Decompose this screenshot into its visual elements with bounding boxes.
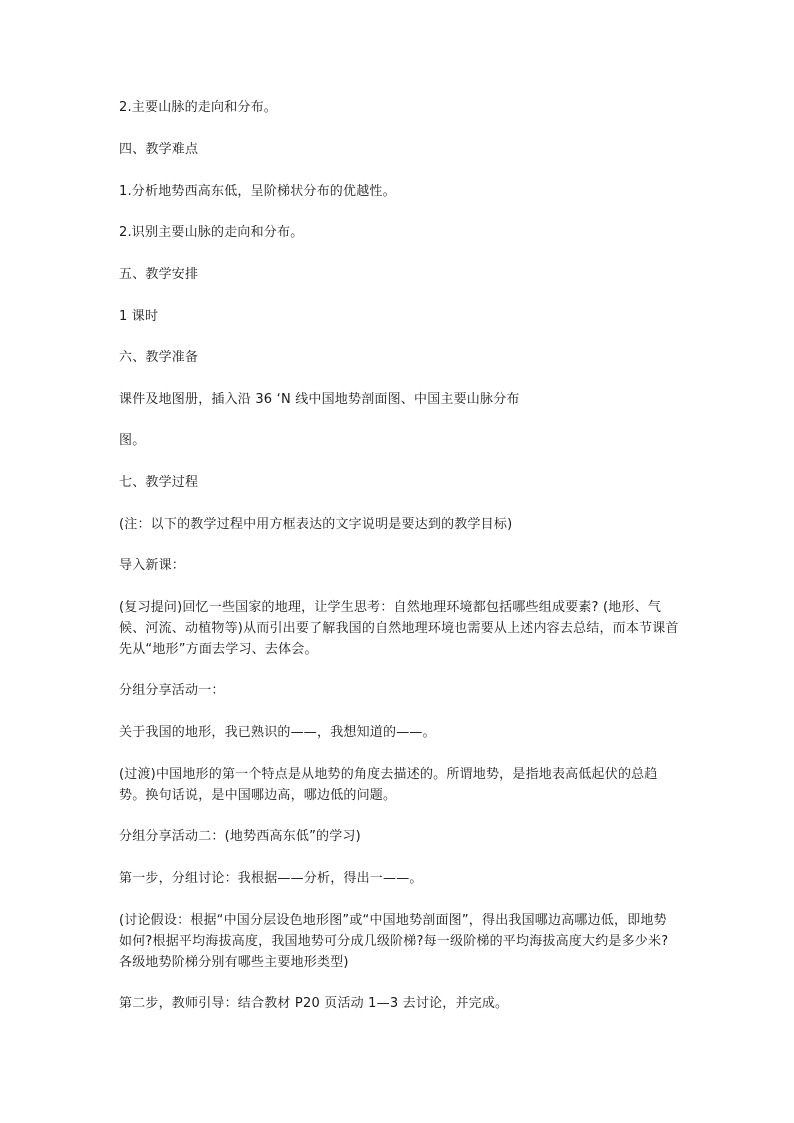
- paragraph: 第二步，教师引导：结合教材 P20 页活动 1—3 去讨论，并完成。: [119, 996, 509, 1011]
- paragraph: 2.主要山脉的走向和分布。: [119, 100, 278, 115]
- paragraph: 分组分享活动一：: [119, 683, 225, 698]
- section-heading: 四、教学难点: [119, 142, 199, 157]
- paragraph: (过渡)中国地形的第一个特点是从地势的角度去描述的。所谓地势，是指地表高低起伏的总趋势。换句话说，是中国哪边高，哪边低的问题。: [119, 767, 658, 803]
- paragraph: (复习提问)回忆一些国家的地理，让学生思考：自然地理环境都包括哪些组成要素? (地形、气候、河流、动植物等)从而引出要了解我国的自然地理环境也需要从上述内容去总结，而本节课首先从“地形”方面去学习、去体会。: [119, 600, 679, 657]
- paragraph: 关于我国的地形，我已熟识的——，我想知道的——。: [119, 725, 436, 740]
- paragraph: 1.分析地势西高东低，呈阶梯状分布的优越性。: [119, 184, 396, 199]
- section-heading: 六、教学准备: [119, 350, 199, 365]
- paragraph: 图。: [119, 433, 146, 448]
- paragraph: (讨论假设：根据“中国分层设色地形图”或“中国地势剖面图”，得出我国哪边高哪边低，即地势如何?根据平均海拔高度，我国地势可分成几级阶梯?每一级阶梯的平均海拔高度大约是多少米?各级地势阶梯分别有哪些主要地形类型): [119, 913, 669, 970]
- paragraph: 分组分享活动二：(地势西高东低”的学习): [119, 829, 361, 844]
- paragraph: 导入新课：: [119, 558, 186, 573]
- section-heading: 七、教学过程: [119, 475, 199, 490]
- paragraph: (注：以下的教学过程中用方框表达的文字说明是要达到的教学目标): [119, 517, 513, 532]
- section-heading: 五、教学安排: [119, 267, 199, 282]
- paragraph: 第一步，分组讨论：我根据——分析，得出一——。: [119, 871, 423, 886]
- paragraph: 2.识别主要山脉的走向和分布。: [119, 225, 304, 240]
- paragraph: 课件及地图册，插入沿 36 ‘N 线中国地势剖面图、中国主要山脉分布: [119, 392, 520, 407]
- paragraph: 1 课时: [119, 309, 159, 324]
